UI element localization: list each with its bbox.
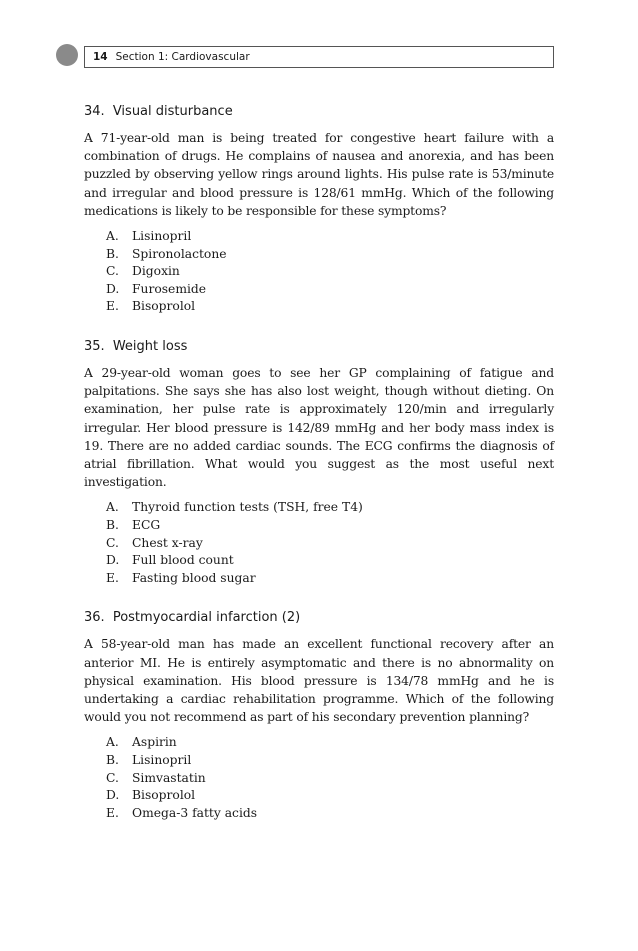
- question-34: [84, 103, 554, 316]
- option-text: Bisoprolol: [132, 299, 196, 314]
- option-letter: A.: [106, 229, 119, 244]
- option-text: Full blood count: [132, 553, 234, 568]
- option-text: Bisoprolol: [132, 788, 196, 803]
- question-stem: A 29-year-old woman goes to see her GP complaining of fatigue and palpitations. She says she has also lost weight, though without dieting. On examination, her pulse rate is approximately 120/min and irregularly irregular. Her blood pressure is 142/89 mmHg and her body mass index is 19. There are no added cardiac sounds. The ECG confirms the diagnosis of atrial fibrillation. What would you suggest as the most useful next investigation.: [84, 365, 554, 490]
- answer-option: [106, 298, 554, 316]
- question-35: [84, 338, 554, 587]
- option-text: Lisinopril: [132, 752, 192, 767]
- answer-option: [106, 734, 554, 752]
- option-text: Spironolactone: [132, 246, 227, 261]
- answer-options: [84, 734, 554, 822]
- answer-option: [106, 499, 554, 517]
- answer-option: [106, 770, 554, 788]
- option-letter: C.: [106, 264, 119, 279]
- answer-option: [106, 246, 554, 264]
- option-letter: D.: [106, 553, 120, 568]
- question-number: 34.: [84, 104, 105, 119]
- option-letter: E.: [106, 570, 119, 585]
- running-header: [84, 46, 554, 68]
- option-letter: B.: [106, 752, 119, 767]
- answer-option: [106, 263, 554, 281]
- answer-option: [106, 805, 554, 823]
- answer-option: [106, 787, 554, 805]
- question-36: [84, 609, 554, 822]
- header-page-marker: [56, 44, 78, 66]
- option-letter: D.: [106, 788, 120, 803]
- answer-options: [84, 228, 554, 316]
- question-stem: A 58-year-old man has made an excellent functional recovery after an anterior MI. He is entirely asymptomatic and there is no abnormality on physical examination. His blood pressure is 134/78 mmHg and he is undertaking a cardiac rehabilitation programme. Which of the following would you not recommend as part of his secondary prevention planning?: [84, 637, 554, 725]
- option-letter: B.: [106, 246, 119, 261]
- answer-option: [106, 281, 554, 299]
- option-letter: C.: [106, 535, 119, 550]
- page-content: [84, 103, 554, 844]
- option-text: Thyroid function tests (TSH, free T4): [132, 500, 363, 515]
- answer-options: [84, 499, 554, 587]
- option-letter: C.: [106, 770, 119, 785]
- option-letter: A.: [106, 500, 119, 515]
- question-number: 35.: [84, 338, 105, 354]
- option-text: Digoxin: [132, 264, 180, 279]
- option-letter: A.: [106, 735, 119, 750]
- answer-option: [106, 570, 554, 588]
- option-text: Simvastatin: [132, 770, 206, 785]
- section-title: Section 1: Cardiovascular: [115, 51, 250, 63]
- question-heading: [84, 103, 554, 121]
- question-title: Postmyocardial infarction (2): [112, 610, 301, 626]
- question-title: Weight loss: [112, 338, 188, 354]
- option-letter: D.: [106, 281, 120, 296]
- question-heading: [84, 338, 554, 356]
- option-text: Lisinopril: [132, 229, 192, 244]
- option-text: Omega-3 fatty acids: [132, 805, 258, 820]
- option-text: Chest x-ray: [132, 535, 203, 550]
- option-letter: E.: [106, 299, 119, 314]
- answer-option: [106, 535, 554, 553]
- question-heading: [84, 609, 554, 627]
- option-text: Fasting blood sugar: [132, 570, 256, 585]
- answer-option: [106, 752, 554, 770]
- question-number: 36.: [84, 610, 105, 626]
- answer-option: [106, 228, 554, 246]
- option-text: Aspirin: [132, 735, 177, 750]
- question-title: Visual disturbance: [112, 104, 233, 119]
- question-stem: A 71-year-old man is being treated for congestive heart failure with a combination of drugs. He complains of nausea and anorexia, and has been puzzled by observing yellow rings around lights. His pulse rate is 53/minute and irregular and blood pressure is 128/61 mmHg. Which of the following medications is likely to be responsible for these symptoms?: [84, 131, 554, 218]
- option-text: ECG: [132, 518, 161, 532]
- option-letter: B.: [106, 518, 119, 532]
- option-text: Furosemide: [132, 281, 207, 296]
- option-letter: E.: [106, 805, 119, 820]
- answer-option: [106, 517, 554, 535]
- page-number: 14: [93, 51, 108, 63]
- answer-option: [106, 552, 554, 570]
